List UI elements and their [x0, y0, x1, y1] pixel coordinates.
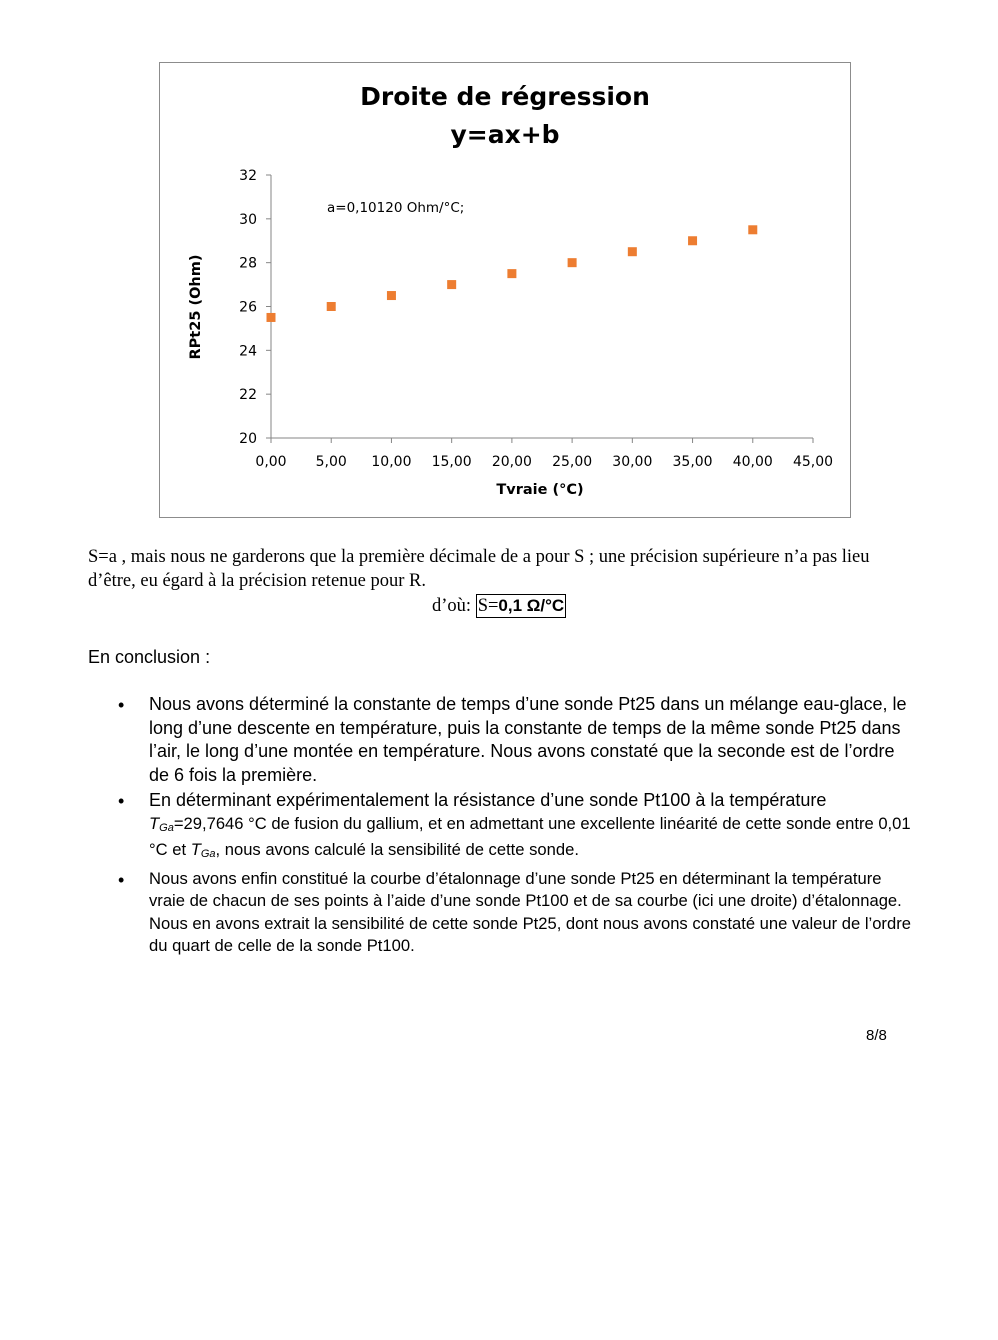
- result-prefix: d’où:: [432, 596, 476, 616]
- result-box: [476, 594, 567, 618]
- x-tick-label: 45,00: [792, 454, 834, 470]
- bullet-text-2-part1: =29,7646 °C de fusion du gallium, et en admettant une excellente linéarité de cette sonde entre 0,01 °C et: [149, 813, 911, 859]
- x-axis-label: Tvraie (°C): [496, 482, 584, 498]
- data-point: [568, 258, 577, 267]
- conclusion-heading: En conclusion :: [88, 647, 211, 667]
- bullet-text-3: Nous avons enfin constitué la courbe d’étalonnage d’une sonde Pt25 en déterminant la température vraie de chacun de ses points à l’aide d’une sonde Pt100 et de sa courbe (ici une droite) d’étalonnage. Nous en avons extrait la sensibilité de cette sonde Pt25, dont nous avons constaté une valeur de l’ordre du quart de celle de la sonde Pt100.: [149, 868, 911, 955]
- x-tick-label: 20,00: [491, 454, 532, 470]
- y-tick-label: 28: [239, 255, 257, 272]
- bullet-icon: •: [118, 869, 125, 890]
- bullet-icon: •: [118, 695, 125, 715]
- y-tick-label: 26: [239, 299, 257, 316]
- regression-chart: [159, 62, 851, 518]
- x-tick-label: 35,00: [672, 454, 713, 470]
- data-point: [387, 291, 396, 300]
- chart-title: Droite de régression: [360, 82, 650, 111]
- data-point: [267, 313, 276, 322]
- x-tick-label: 10,00: [371, 454, 412, 470]
- page-number: 8/8: [866, 1027, 887, 1044]
- chart-svg: [160, 63, 850, 517]
- y-tick-label: 22: [239, 387, 257, 404]
- chart-subtitle: y=ax+b: [450, 120, 560, 149]
- data-point: [628, 247, 637, 256]
- x-tick-label: 0,00: [255, 454, 287, 470]
- bullet-text-2-lead: En déterminant expérimentalement la résistance d’une sonde Pt100 à la température: [149, 790, 827, 810]
- bullet-text-1: Nous avons déterminé la constante de temps d’une sonde Pt25 dans un mélange eau-glace, le long d’une descente en température, puis la constante de temps de la même sonde Pt25 dans l’air, le long d’une montée en température. Nous avons constaté que la seconde est de l’ordre de 6 fois la première.: [149, 694, 907, 785]
- list-item: [118, 868, 918, 958]
- x-tick-label: 15,00: [431, 454, 472, 470]
- chart-annotation: a=0,10120 Ohm/°C;: [327, 200, 465, 216]
- data-point: [447, 280, 456, 289]
- symbol-tga: $T_{Ga}$: [149, 813, 174, 834]
- data-point: [748, 225, 757, 234]
- x-tick-label: 40,00: [732, 454, 773, 470]
- conclusion-list: [118, 693, 918, 958]
- list-item: [118, 693, 918, 787]
- data-point: [507, 269, 516, 278]
- y-tick-label: 32: [239, 168, 257, 184]
- result-value: 0,1 Ω/°C: [498, 596, 565, 615]
- x-tick-label: 30,00: [612, 454, 653, 470]
- list-item: [118, 789, 918, 866]
- y-tick-label: 20: [239, 431, 257, 447]
- bullet-icon: •: [118, 791, 125, 811]
- data-point: [327, 302, 336, 311]
- bullet-text-2-part2: , nous avons calculé la sensibilité de cette sonde.: [215, 840, 579, 859]
- chart-points: [267, 225, 758, 322]
- y-tick-label: 24: [239, 343, 257, 360]
- x-tick-label: 5,00: [315, 454, 347, 470]
- result-s: S=: [477, 596, 499, 616]
- symbol-tga-2: $T_{Ga}$: [190, 840, 216, 860]
- data-point: [688, 236, 697, 245]
- result-line: [432, 594, 566, 618]
- x-tick-label: 25,00: [552, 454, 593, 470]
- sensitivity-paragraph: S=a , mais nous ne garderons que la première décimale de a pour S ; une précision supérieure n’a pas lieu d’être, eu égard à la précision retenue pour R.: [88, 547, 870, 591]
- y-tick-label: 30: [239, 211, 257, 228]
- y-axis-label: RPt25 (Ohm): [188, 254, 204, 360]
